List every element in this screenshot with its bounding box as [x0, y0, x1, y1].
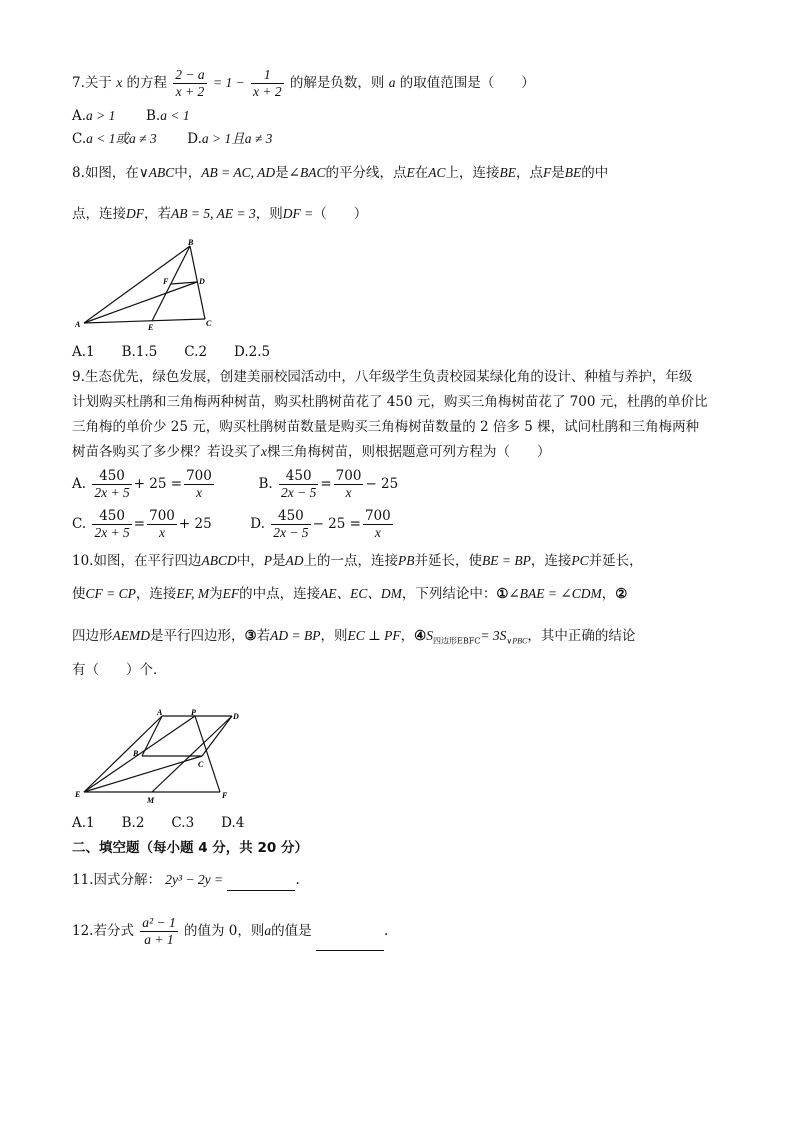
label-C: C — [206, 319, 212, 328]
q11: 11.因式分解： 2y³ − 2y = . — [72, 870, 300, 891]
segment-AD — [84, 282, 197, 323]
label-B: B — [188, 238, 194, 247]
q9-line3: 三角梅的单价少 25 元，购买杜鹃树苗数量是购买三角梅树苗数量的 2 倍多 5 棵，试问杜鹃和三角梅两种 — [72, 419, 700, 435]
q9-line2: 计划购买杜鹃和三角梅两种树苗，购买杜鹃树苗花了 450 元，购买三角梅树苗花了 700 元，杜鹃的单价比 — [72, 394, 708, 410]
segment-AB — [84, 246, 190, 323]
q7-options-row1: A.a > 1 B.a < 1 — [72, 108, 190, 124]
q7-fraction-1: $\frac{2 - a}{x + 2}$ — [175, 67, 205, 99]
q8-triangle-figure — [70, 238, 220, 338]
label-D: D — [199, 277, 205, 286]
q8-options: A.1 B.1.5 C.2 D.2.5 — [72, 344, 271, 360]
q9-options-row1: A. $\frac{450}{2x + 5}$ + 25 = $\frac{700}{x}$ B. $\frac{450}{2x - 5}$ = $\frac{700}{x}$ − 25 — [72, 468, 399, 500]
q7-fraction-2: $\frac{1}{x + 2}$ — [252, 67, 282, 99]
q10-line3: 四边形AEMD是平行四边形，③若AD = BP，则EC ⊥ PF，$④S_{四边形EBFC}= 3S_{\vee PBC}$，其中正确的结论 — [72, 628, 636, 646]
label-E: E — [75, 790, 81, 799]
label-P: P — [191, 708, 196, 717]
q10-line4: 有（ ）个． — [72, 662, 167, 678]
label-E: E — [148, 323, 154, 332]
q9-line4: 树苗各购买了多少棵？若设买了x棵三角梅树苗，则根据题意可列方程为（ ） — [72, 444, 551, 460]
q12-answer-blank[interactable] — [316, 912, 384, 951]
q10-options: A.1 B.2 C.3 D.4 — [72, 815, 245, 831]
label-C: C — [198, 760, 204, 769]
q9-line1: 9.生态优先，绿色发展，创建美丽校园活动中，八年级学生负责校园某绿化角的设计、种植与养护，年级 — [72, 369, 693, 385]
q8-stem-line1: 8.如图，在∨ABC中，AB = AC, AD是∠BAC的平分线，点E在AC上，连接BE，点F是BE的中 — [72, 165, 609, 181]
q7-stem: 7.关于 x 的方程 $\frac{2 - a}{x + 2}$ = 1 − $\frac{1}{x + 2}$ 的解是负数，则 a 的取值范围是（ ） — [72, 67, 535, 99]
label-A: A — [157, 708, 163, 717]
q12-fraction: $\frac{\text{a² − 1}}{a + 1}$ — [142, 915, 176, 947]
segment-PE — [84, 716, 195, 792]
label-B: B — [133, 749, 139, 758]
label-F: F — [222, 791, 228, 800]
segment-DM — [152, 716, 232, 792]
segment-PF — [195, 716, 220, 792]
label-F: F — [163, 277, 169, 286]
q12: 12.若分式 $\frac{\text{a² − 1}}{a + 1}$ 的值为 0，则a的值是 . — [72, 912, 388, 951]
label-A: A — [75, 320, 81, 329]
q9-options-row2: C. $\frac{450}{2x + 5}$ = $\frac{700}{x}$ + 25 D. $\frac{450}{2x - 5}$ − 25 = $\frac{700}{x}$ — [72, 508, 391, 540]
label-D: D — [233, 712, 239, 721]
q7-options-row2: C.a < 1或a ≠ 3 D.a > 1且a ≠ 3 — [72, 131, 273, 147]
section-title: 二、填空题（每小题 4 分，共 20 分） — [72, 840, 308, 856]
q8-stem-line2: 点，连接DF，若AB = 5, AE = 3，则DF =（ ） — [72, 206, 368, 222]
q10-parallelogram-figure — [70, 706, 245, 806]
q11-answer-blank[interactable] — [227, 870, 295, 891]
q10-line2: 使CF = CP，连接EF, M为EF的中点，连接AE、EC、DM，下列结论中：①∠BAE = ∠CDM，② — [72, 586, 628, 602]
q10-line1: 10.如图，在平行四边ABCD中，P是AD上的一点，连接PB并延长，使BE = BP，连接PC并延长， — [72, 553, 643, 569]
segment-AC — [84, 319, 205, 323]
label-M: M — [147, 796, 155, 805]
